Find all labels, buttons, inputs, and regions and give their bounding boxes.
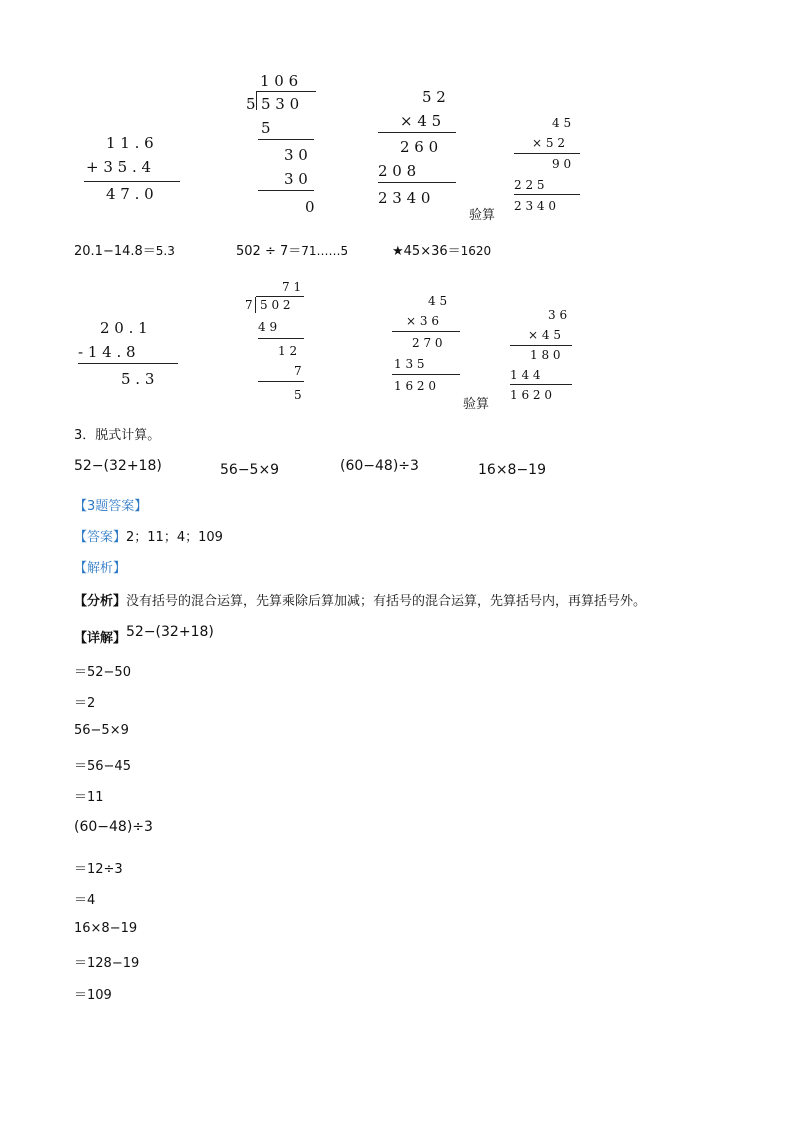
- equation-3-expr: 45×36＝: [403, 244, 461, 259]
- fenxi-text: 没有括号的混合运算，先算乘除后算加减；有括号的混合运算，先算括号内，再算括号外。: [126, 594, 647, 609]
- mul2-row-5: 1 6 2 0: [394, 379, 436, 393]
- mul2-row-1: 4 5: [428, 294, 448, 308]
- div1-quotient: 1 0 6: [260, 72, 299, 90]
- detail-label: 【详解】: [74, 631, 127, 646]
- detail-step-11: ＝128−19: [74, 956, 140, 971]
- div1-divisor: 5: [246, 95, 256, 113]
- check1-row-5: 2 3 4 0: [514, 199, 556, 213]
- mul1-row-3: 2 6 0: [400, 138, 439, 156]
- mul1-row-1: 5 2: [422, 88, 446, 106]
- answer-label: 【答案】: [74, 530, 127, 545]
- add-line: [84, 181, 180, 182]
- answer-text: 2；11；4；109: [126, 530, 223, 545]
- mul2-row-4: 1 3 5: [394, 357, 425, 371]
- answer-line: [74, 526, 223, 545]
- div2-divisor: 7: [245, 298, 253, 312]
- equation-2-answer: 71……5: [301, 244, 349, 258]
- answer-tag: 【3题答案】: [74, 499, 148, 514]
- question-3-expr-3: (60−48)÷3: [340, 458, 419, 474]
- check2-row-4: 1 4 4: [510, 368, 541, 382]
- detail-step-12: ＝109: [74, 988, 112, 1003]
- mul2-row-2: × 3 6: [406, 314, 439, 328]
- equation-1-answer: 5.3: [155, 244, 175, 258]
- fenxi-line: [74, 590, 646, 609]
- detail-step-5: ＝56−45: [74, 759, 131, 774]
- mul1-row-4: 2 0 8: [378, 162, 417, 180]
- check2-row-1: 3 6: [548, 308, 568, 322]
- question-3-title: 3．脱式计算。: [74, 428, 161, 443]
- detail-step-8: ＝12÷3: [74, 862, 123, 877]
- sub-row-3: 5 . 3: [121, 370, 155, 388]
- check1-row-4: 2 2 5: [514, 178, 545, 192]
- question-3-expr-4: 16×8−19: [478, 462, 546, 478]
- mul1-row-2: × 4 5: [400, 112, 442, 130]
- question-3-expr-1: 52−(32+18): [74, 458, 162, 474]
- detail-step-10: 16×8−19: [74, 921, 138, 936]
- detail-line: [74, 624, 214, 646]
- check2-row-3: 1 8 0: [530, 348, 561, 362]
- detail-step-6: ＝11: [74, 790, 104, 805]
- div1-step-2: 3 0: [284, 146, 308, 164]
- equation-1-expr: 20.1−14.8＝: [74, 244, 156, 259]
- equation-3-answer: 1620: [460, 244, 492, 258]
- detail-step-1: 52−(32+18): [126, 624, 214, 640]
- mul1-row-5: 2 3 4 0: [378, 189, 431, 207]
- add-row-1: 1 1 . 6: [106, 134, 154, 152]
- div2-step-1: 4 9: [258, 320, 278, 334]
- detail-step-4: 56−5×9: [74, 723, 129, 738]
- check2-row-5: 1 6 2 0: [510, 388, 552, 402]
- check1-row-1: 4 5: [552, 116, 572, 130]
- detail-step-7: (60−48)÷3: [74, 819, 153, 835]
- add-row-3: 4 7 . 0: [106, 185, 154, 203]
- equation-1: [74, 240, 175, 259]
- check2-row-2: × 4 5: [528, 328, 561, 342]
- check1-row-3: 9 0: [552, 157, 572, 171]
- detail-step-3: ＝2: [74, 696, 96, 711]
- div2-dividend: 5 0 2: [260, 298, 291, 312]
- mul2-row-3: 2 7 0: [412, 336, 443, 350]
- div2-step-3: 7: [294, 364, 302, 378]
- div1-remainder: 0: [305, 198, 315, 216]
- div1-dividend: 5 3 0: [261, 95, 300, 113]
- div2-quotient: 7 1: [282, 280, 302, 294]
- div1-step-3: 3 0: [284, 170, 308, 188]
- div2-step-2: 1 2: [278, 344, 298, 358]
- equation-3: [392, 240, 491, 259]
- div2-remainder: 5: [294, 388, 302, 402]
- star-icon: ★: [392, 244, 404, 259]
- check-label-2: 验算: [463, 397, 490, 412]
- detail-step-9: ＝4: [74, 893, 96, 908]
- equation-2: [236, 240, 348, 259]
- sub-row-1: 2 0 . 1: [100, 319, 148, 337]
- add-row-2: + 3 5 . 4: [86, 158, 152, 176]
- equation-2-expr: 502 ÷ 7＝: [236, 244, 302, 259]
- sub-row-2: - 1 4 . 8: [78, 343, 136, 361]
- fenxi-label: 【分析】: [74, 594, 127, 609]
- question-3-expr-2: 56−5×9: [220, 462, 280, 478]
- detail-step-2: ＝52−50: [74, 665, 131, 680]
- div1-step-1: 5: [261, 119, 271, 137]
- check1-row-2: × 5 2: [532, 136, 565, 150]
- analysis-tag: 【解析】: [74, 561, 127, 576]
- check-label-1: 验算: [469, 208, 496, 223]
